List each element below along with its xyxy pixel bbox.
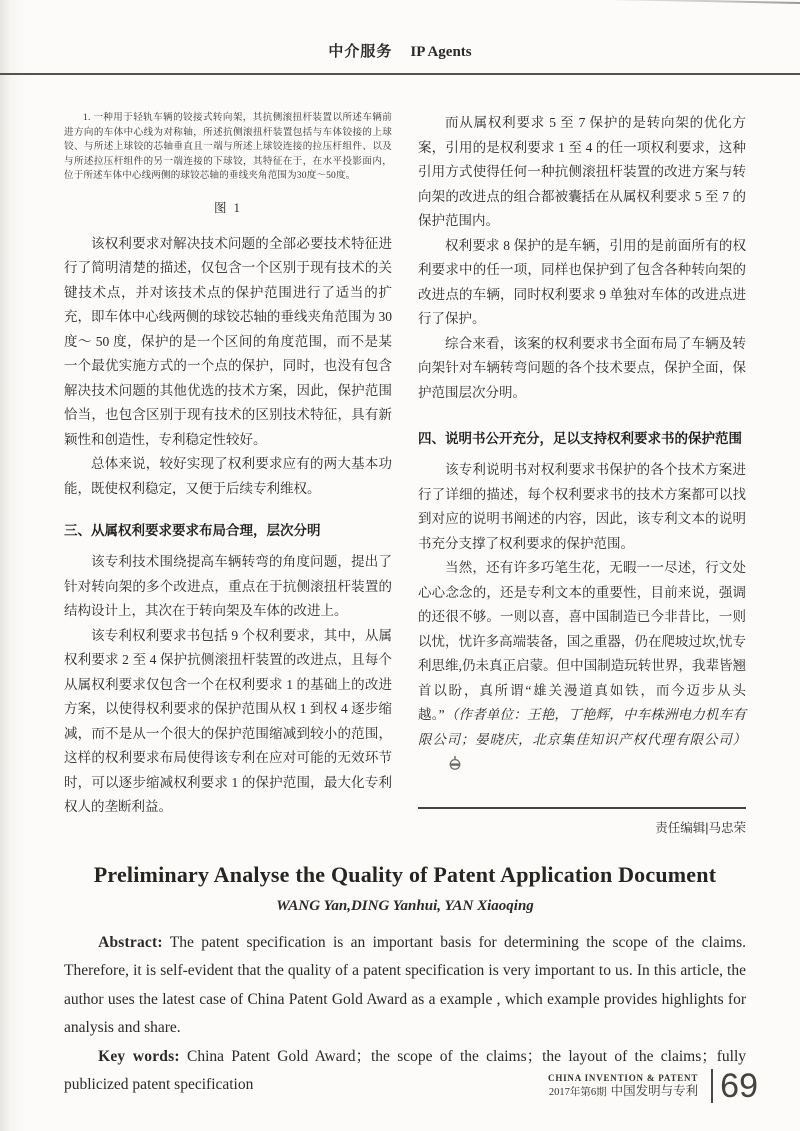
section-heading-3: 三、从属权利要求要求布局合理，层次分明 (64, 523, 321, 538)
footer-journal-en: CHINA INVENTION & PATENT (548, 1072, 699, 1083)
english-title: Preliminary Analyse the Quality of Patent Application Document (93, 861, 717, 887)
footer-divider (711, 1069, 713, 1103)
english-section (0, 836, 800, 1100)
footer-issue-line (548, 1084, 698, 1100)
header-section-cn: 中介服务 (328, 43, 393, 60)
two-column-body (0, 75, 800, 836)
footer-journal-cn: 中国发明与专利 (610, 1083, 699, 1098)
paragraph: 总体来说，较好实现了权利要求应有的两大基本功能，既使权利稳定，又便于后续专利维权。 (64, 456, 392, 496)
footer-journal-block (548, 1073, 698, 1100)
author-affiliation: （作者单位：王艳，丁艳辉，中车株洲电力机车有限公司；晏晓庆，北京集佳知识产权代理有限公司） (418, 707, 746, 747)
keywords-label: Key words: (98, 1047, 180, 1065)
abstract-paragraph (64, 929, 746, 1043)
page-header (0, 0, 800, 75)
patent-claim-text: 1. 一种用于轻轨车辆的铰接式转向架，其抗侧滚扭杆装置以所述车辆前进方向的车体中心线为对称轴，所述抗侧滚扭杆装置包括与车体铰接的上球铰、与所述上球铰的芯轴垂直且一端与所述上球铰连接的拉压杆组件、以及与所述拉压杆组件的另一端连接的下球铰，其特征在于，在水平投影面内，位于所述车体中心线两侧的球铰芯轴的垂线夹角范围为30度～50度。 (64, 113, 392, 181)
english-authors: WANG Yan,DING Yanhui, YAN Xiaoqing (276, 897, 534, 914)
paragraph: 该专利权利要求书包括 9 个权利要求，其中，从属权利要求 2 至 4 保护抗侧滚扭杆装置的改进点，且每个从属权利要求仅包含一个在权利要求 1 的基础上的改进方案，以使得权利要求的保护范围从权 1 到权 4 逐步缩减，而不是从一个很大的保护范围缩减到较小的范围，这样的权利要求布局使得该专利在应对可能的无效环节时，可以逐步缩减权利要求 1 的保护范围，最大化专利权人的垄断利益。 (64, 627, 392, 814)
paragraph: 该专利说明书对权利要求书保护的各个技术方案进行了详细的描述，每个权利要求书的技术方案都可以找到对应的说明书阐述的内容，因此，该专利文本的说明书充分支撑了权利要求的保护范围。 (418, 462, 746, 551)
right-column (418, 111, 746, 836)
header-section-en: IP Agents (410, 44, 472, 60)
abstract-text: The patent specification is an important basis for determining the scope of the claims. Therefore, it is self-evident that the quality of a patent specification is very important to us. In this article, the author uses the latest case of China Patent Gold Award as a example , which example provides highlights for analysis and share. (64, 933, 746, 1036)
editor-note: 责任编辑|马忠荣 (418, 807, 746, 836)
page-footer (548, 1069, 758, 1103)
footer-issue: 2017年第6期 (548, 1086, 607, 1098)
paragraph: 该权利要求对解决技术问题的全部必要技术特征进行了简明清楚的描述，仅包含一个区别于现有技术的关键技术点，并对该技术点的保护范围进行了适当的扩充，即车体中心线两侧的球铰芯轴的垂线夹角范围为 30 度～ 50 度，保护的是一个区间的角度范围，而不是某一个最优实施方式的一个点的保护，同时，也没有包含解决技术问题的其他优选的技术方案，因此，保护范围恰当，也包含区别于现有技术的区别技术特征，具有新颖性和创造性，专利稳定性较好。 (64, 235, 392, 447)
section-heading-4: 四、说明书公开充分，足以支持权利要求书的保护范围 (418, 431, 742, 446)
closing-text: 当然，还有许多巧笔生花，无暇一一尽述，行文处心心念念的，还是专利文本的重要性，目前来说，强调的还很不够。一则以喜，喜中国制造已今非昔比，一则以忧，忧许多高端装备，国之重器，仍在爬坡过坎,忧专利思维,仍未真正启蒙。但中国制造玩转世界，我辈皆翘首以盼，真所谓“雄关漫道真如铁，而今迈步从头越。” (418, 560, 746, 722)
paragraph: 权利要求 8 保护的是车辆，引用的是前面所有的权利要求中的任一项，同样也保护到了包含各种转向架的改进点的车辆，同时权利要求 9 单独对车体的改进点进行了保护。 (418, 237, 746, 326)
abstract-label: Abstract: (98, 933, 163, 951)
left-column (64, 111, 392, 836)
paragraph: 该专利技术围绕提高车辆转弯的角度问题，提出了针对转向架的多个改进点，重点在于抗侧滚扭杆装置的结构设计上，其次在于转向架及车体的改进上。 (64, 554, 392, 618)
paragraph: 综合来看，该案的权利要求书全面布局了车辆及转向架针对车辆转弯问题的各个技术要点，保护全面，保护范围层次分明。 (418, 335, 746, 400)
closing-paragraph (418, 556, 746, 779)
paragraph: 而从属权利要求 5 至 7 保护的是转向架的优化方案，引用的是权利要求 1 至 4 的任一项权利要求，这种引用方式使得任何一种抗侧滚扭杆装置的改进方案与转向架的改进点的组合都被囊括在从属权利要求 5 至 7 的保护范围内。 (418, 115, 746, 228)
end-of-article-icon (422, 754, 461, 779)
figure-caption: 图 1 (214, 200, 242, 215)
page-number: 69 (720, 1067, 758, 1105)
keywords-text: China Patent Gold Award；the scope of the claims；the layout of the claims；fully publicized patent specification (64, 1047, 746, 1093)
